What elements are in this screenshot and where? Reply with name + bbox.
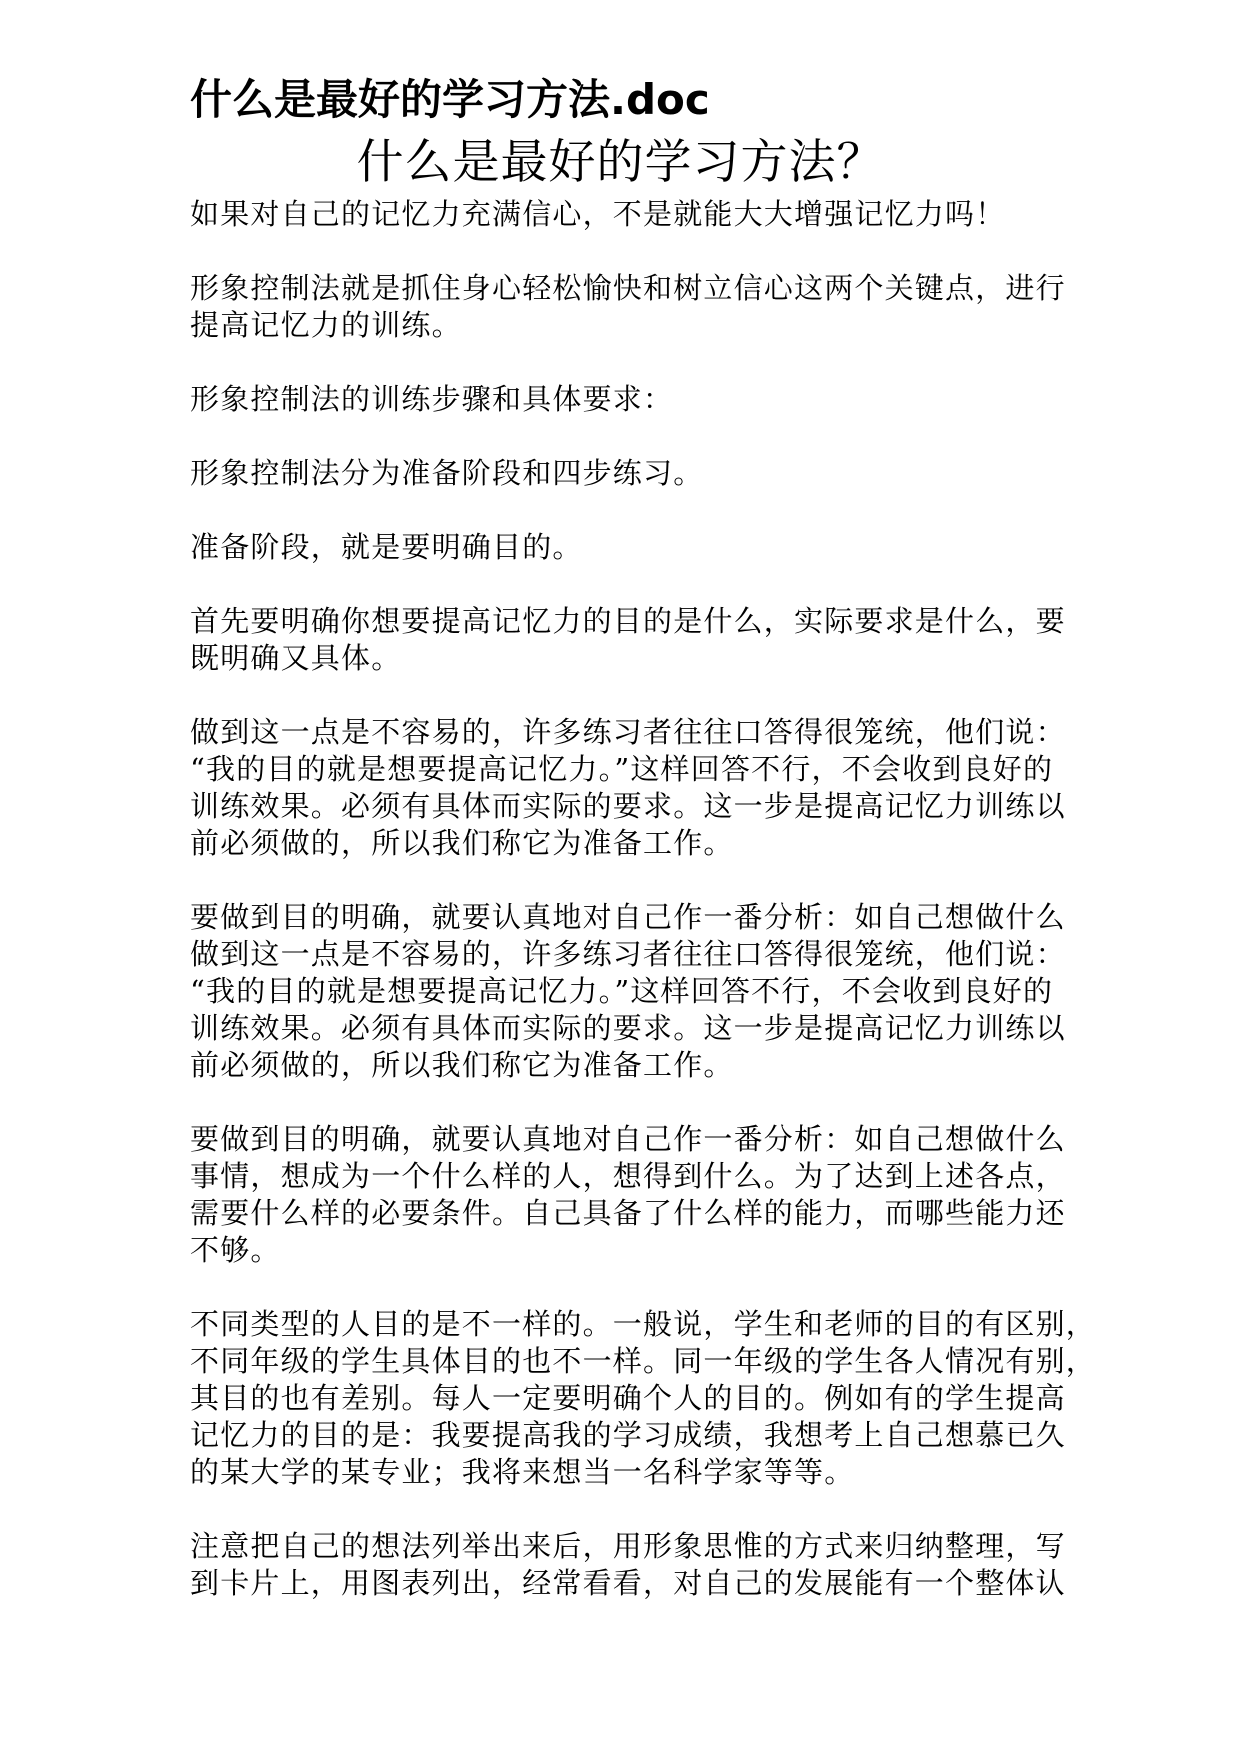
paragraph (190, 196, 1080, 233)
paragraph (190, 899, 1080, 1084)
paragraph-line: “我的目的就是想要提高记忆力。”这样回答不行，不会收到良好的 (190, 752, 1054, 786)
paragraph-line: 如果对自己的记忆力充满信心，不是就能大大增强记忆力吗！ (190, 197, 1006, 231)
paragraph-line: 要做到目的明确，就要认真地对自己作一番分析：如自己想做什么 (190, 1122, 1066, 1156)
paragraph-line: 事情，想成为一个什么样的人，想得到什么。为了达到上述各点， (190, 1159, 1066, 1193)
paragraph-line: 做到这一点是不容易的，许多练习者往往口答得很笼统，他们说： (190, 715, 1066, 749)
paragraph (190, 1528, 1080, 1602)
paragraph (190, 714, 1080, 862)
paragraph-line: 形象控制法分为准备阶段和四步练习。 (190, 456, 704, 490)
paragraph-line: 既明确又具体。 (190, 641, 402, 675)
paragraph-line: 的某大学的某专业；我将来想当一名科学家等等。 (190, 1455, 855, 1489)
paragraph-line: 不同年级的学生具体目的也不一样。同一年级的学生各人情况有别， (190, 1344, 1097, 1378)
document-body (190, 196, 1097, 1639)
paragraph-line: 训练效果。必须有具体而实际的要求。这一步是提高记忆力训练以 (190, 1011, 1066, 1045)
paragraph (190, 529, 1080, 566)
paragraph-line: 不同类型的人目的是不一样的。一般说，学生和老师的目的有区别， (190, 1307, 1097, 1341)
paragraph (190, 455, 1080, 492)
paragraph-line: “我的目的就是想要提高记忆力。”这样回答不行，不会收到良好的 (190, 974, 1054, 1008)
paragraph-line: 其目的也有差别。每人一定要明确个人的目的。例如有的学生提高 (190, 1381, 1066, 1415)
paragraph-line: 形象控制法的训练步骤和具体要求： (190, 382, 674, 416)
paragraph (190, 1121, 1080, 1269)
paragraph-line: 形象控制法就是抓住身心轻松愉快和树立信心这两个关键点，进行 (190, 271, 1066, 305)
filename-heading: 什么是最好的学习方法.doc (190, 75, 710, 124)
paragraph (190, 603, 1080, 677)
paragraph-line: 准备阶段，就是要明确目的。 (190, 530, 583, 564)
paragraph (190, 270, 1080, 344)
paragraph-line: 注意把自己的想法列举出来后，用形象思惟的方式来归纳整理，写 (190, 1529, 1066, 1563)
paragraph-line: 要做到目的明确，就要认真地对自己作一番分析：如自己想做什么 (190, 900, 1066, 934)
paragraph-line: 前必须做的，所以我们称它为准备工作。 (190, 1048, 734, 1082)
paragraph-line: 记忆力的目的是：我要提高我的学习成绩，我想考上自己想慕已久 (190, 1418, 1066, 1452)
paragraph-line: 提高记忆力的训练。 (190, 308, 462, 342)
document-title: 什么是最好的学习方法？ (356, 135, 885, 190)
paragraph (190, 1306, 1097, 1491)
paragraph-line: 做到这一点是不容易的，许多练习者往往口答得很笼统，他们说： (190, 937, 1066, 971)
paragraph (190, 381, 1080, 418)
paragraph-line: 需要什么样的必要条件。自己具备了什么样的能力，而哪些能力还 (190, 1196, 1066, 1230)
paragraph-line: 到卡片上，用图表列出，经常看看，对自己的发展能有一个整体认 (190, 1566, 1066, 1600)
paragraph-line: 前必须做的，所以我们称它为准备工作。 (190, 826, 734, 860)
paragraph-line: 首先要明确你想要提高记忆力的目的是什么，实际要求是什么，要 (190, 604, 1066, 638)
paragraph-line: 不够。 (190, 1233, 281, 1267)
paragraph-line: 训练效果。必须有具体而实际的要求。这一步是提高记忆力训练以 (190, 789, 1066, 823)
